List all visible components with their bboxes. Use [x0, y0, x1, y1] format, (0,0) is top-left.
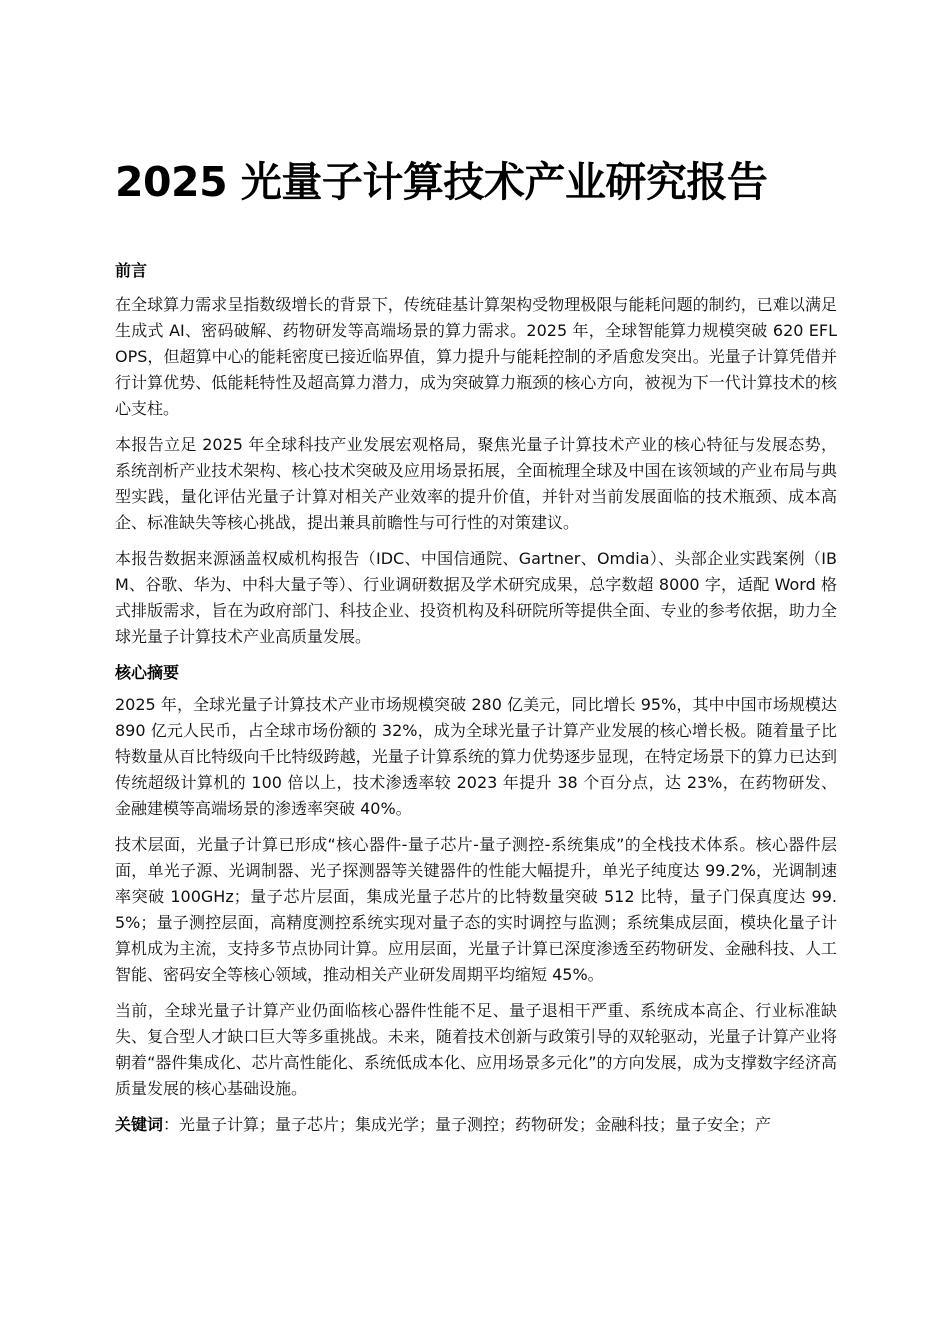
- keywords-text: 光量子计算；量子芯片；集成光学；量子测控；药物研发；金融科技；量子安全；产: [179, 1115, 772, 1134]
- keywords-separator: ：: [163, 1115, 180, 1134]
- summary-paragraph: 2025 年，全球光量子计算技术产业市场规模突破 280 亿美元，同比增长 95%，其中中国市场规模达 890 亿元人民币，占全球市场份额的 32%，成为全球光量子计算产业发展的核心增长极。随着量子比特数量从百比特级向千比特级跨越，光量子计算系统的算力优势逐步显现，在特定场景下的算力已达到传统超级计算机的 100 倍以上，技术渗透率较 2023 年提升 38 个百分点，达 23%，在药物研发、金融建模等高端场景的渗透率突破 40%。: [115, 695, 837, 818]
- keywords-line: [115, 1112, 837, 1138]
- preface-section: [115, 258, 837, 650]
- preface-paragraph: 本报告数据来源涵盖权威机构报告（IDC、中国信通院、Gartner、Omdia）、头部企业实践案例（IBM、谷歌、华为、中科大量子等）、行业调研数据及学术研究成果，总字数超 8000 字，适配 Word 格式排版需求，旨在为政府部门、科技企业、投资机构及科研院所等提供全面、专业的参考依据，助力全球光量子计算技术产业高质量发展。: [115, 549, 837, 646]
- summary-section: [115, 660, 837, 1102]
- summary-paragraph: 技术层面，光量子计算已形成“核心器件-量子芯片-量子测控-系统集成”的全栈技术体系。核心器件层面，单光子源、光调制器、光子探测器等关键器件的性能大幅提升，单光子纯度达 99.2%，光调制速率突破 100GHz；量子芯片层面，集成光量子芯片的比特数量突破 512 比特，量子门保真度达 99.5%；量子测控层面，高精度测控系统实现对量子态的实时调控与监测；系统集成层面，模块化量子计算机成为主流，支持多节点协同计算。应用层面，光量子计算已深度渗透至药物研发、金融科技、人工智能、密码安全等核心领域，推动相关产业研发周期平均缩短 45%。: [115, 835, 837, 984]
- preface-paragraph: 在全球算力需求呈指数级增长的背景下，传统硅基计算架构受物理极限与能耗问题的制约，已难以满足生成式 AI、密码破解、药物研发等高端场景的算力需求。2025 年，全球智能算力规模突破 620 EFLOPS，但超算中心的能耗密度已接近临界值，算力提升与能耗控制的矛盾愈发突出。光量子计算凭借并行计算优势、低能耗特性及超高算力潜力，成为突破算力瓶颈的核心方向，被视为下一代计算技术的核心支柱。: [115, 295, 837, 418]
- preface-heading: 前言: [115, 261, 148, 280]
- summary-paragraph: 当前，全球光量子计算产业仍面临核心器件性能不足、量子退相干严重、系统成本高企、行业标准缺失、复合型人才缺口巨大等多重挑战。未来，随着技术创新与政策引导的双轮驱动，光量子计算产业将朝着“器件集成化、芯片高性能化、系统低成本化、应用场景多元化”的方向发展，成为支撑数字经济高质量发展的核心基础设施。: [115, 1001, 837, 1098]
- report-title: 2025 光量子计算技术产业研究报告: [115, 158, 768, 206]
- preface-paragraph: 本报告立足 2025 年全球科技产业发展宏观格局，聚焦光量子计算技术产业的核心特征与发展态势，系统剖析产业技术架构、核心技术突破及应用场景拓展，全面梳理全球及中国在该领域的产业布局与典型实践，量化评估光量子计算对相关产业效率的提升价值，并针对当前发展面临的技术瓶颈、成本高企、标准缺失等核心挑战，提出兼具前瞻性与可行性的对策建议。: [115, 435, 837, 532]
- keywords-label: 关键词: [115, 1115, 164, 1134]
- report-body: [115, 258, 837, 1138]
- summary-heading: 核心摘要: [115, 663, 180, 682]
